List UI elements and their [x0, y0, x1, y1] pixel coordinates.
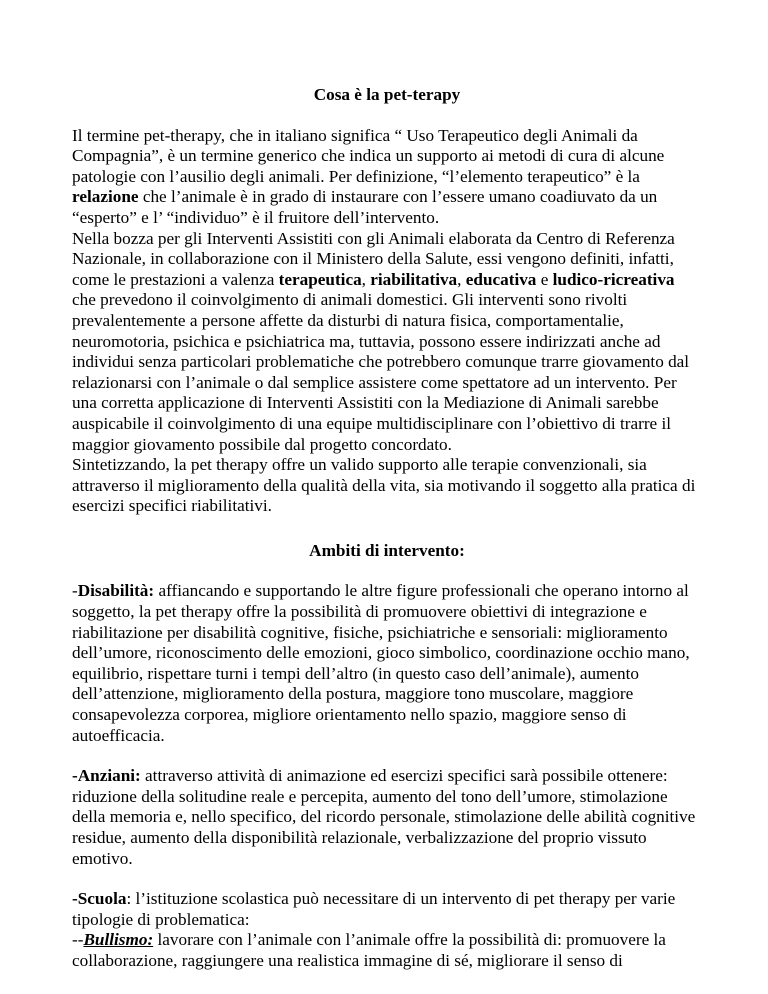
intro-paragraph-3: Sintetizzando, la pet therapy offre un valido supporto alle terapie convenzionali, sia attraverso il miglioramento della qualità della vita, sia motivando il soggetto alla pratica di esercizi specifici riabilitativi.	[72, 455, 696, 516]
disabilita-paragraph	[72, 581, 702, 746]
intro-p2-sep-3: e	[536, 269, 553, 289]
bullismo-label: Bullismo:	[83, 930, 154, 950]
intro-p2-sep-1: ,	[361, 269, 371, 289]
anziani-paragraph	[72, 766, 702, 869]
disabilita-label: Disabilità:	[77, 581, 155, 601]
scuola-text: : l’istituzione scolastica può necessitare di un intervento di pet therapy per varie tipologie di problematica:	[72, 889, 676, 929]
intro-p1-text-c: che l’animale è in grado di instaurare con l’essere umano coadiuvato da un “esperto” e l’ “individuo” è il fruitore dell’intervento.	[72, 187, 658, 227]
intro-p2-bold-riabilitativa: riabilitativa	[370, 269, 458, 289]
intro-p2-bold-terapeutica: terapeutica	[278, 269, 362, 289]
bullismo-text: lavorare con l’animale con l’animale offre la possibilità di: promuovere la collaborazione, raggiungere una realistica immagine di sé, migliorare il senso di	[72, 930, 666, 970]
intro-p2-sep-2: ,	[457, 269, 466, 289]
intro-paragraph-2	[72, 229, 702, 456]
intro-p2-bold-ludico-ricreativa: ludico-ricreativa	[552, 269, 675, 289]
disabilita-prefix: -	[72, 581, 78, 601]
intro-p2-text-a: Nella bozza per gli Interventi Assistiti con gli Animali elaborata da Centro di Referenza Nazionale, in collaborazione con il Ministero della Salute, essi vengono definiti, infatti, come le prestazioni a valenza	[72, 228, 675, 289]
intro-p1-text-a: Il termine pet-therapy, che in italiano significa “ Uso Terapeutico degli Animali da Compagnia”, è un termine generico che indica un supporto ai metodi di cura di alcune patologie con l’ausilio degli animali. Per definizione, “l’elemento terapeutico” è la	[72, 125, 665, 186]
anziani-text: attraverso attività di animazione ed esercizi specifici sarà possibile ottenere: riduzione della solitudine reale e percepita, aumento del tono dell’umore, stimolazione della memoria e, nello specifico, del ricordo personale, stimolazione delle abilità cognitive residue, aumento della disponibilità relazionale, verbalizzazione del proprio vissuto emotivo.	[72, 766, 696, 868]
document-page	[72, 85, 702, 972]
intro-p2-text-c: che prevedono il coinvolgimento di animali domestici. Gli interventi sono rivolti prevalentemente a persone affette da disturbi di natura fisica, comportamentalie, neuromotoria, psichica e psichiatrica ma, tuttavia, possono essere indirizzati anche ad individui senza particolari problematiche che potrebbero comunque trarre giovamento dal relazionarsi con l’animale o dal semplice assistere come spettatore ad un intervento. Per una corretta applicazione di Interventi Assistiti con la Mediazione di Animali sarebbe auspicabile il coinvolgimento di una equipe multidisciplinare con l’obiettivo di trarre il maggior giovamento possibile dal progetto concordato.	[72, 290, 690, 454]
intro-p1-bold-relazione: relazione	[72, 187, 139, 207]
disabilita-text: affiancando e supportando le altre figure professionali che operano intorno al soggetto, la pet therapy offre la possibilità di promuovere obiettivi di integrazione e riabilitazione per disabilità cognitive, fisiche, psichiatriche e sensoriali: miglioramento dell’umore, riconoscimento delle emozioni, gioco simbolico, coordinazione occhio mano, equilibrio, rispettare turni i tempi dell’altro (in questo caso dell’animale), aumento dell’attenzione, miglioramento della postura, maggiore tono muscolare, maggiore consapevolezza corporea, migliore orientamento nello spazio, maggiore senso di autoefficacia.	[72, 581, 690, 745]
section-heading: Ambiti di intervento:	[309, 540, 465, 560]
document-title: Cosa è la pet-terapy	[313, 85, 461, 104]
intro-p2-bold-educativa: educativa	[465, 269, 537, 289]
anziani-label: -Anziani:	[72, 766, 141, 786]
scuola-label: -Scuola	[72, 889, 127, 909]
bullismo-prefix: --	[72, 930, 84, 950]
intro-paragraph-1	[72, 126, 702, 229]
scuola-paragraph	[72, 889, 702, 971]
